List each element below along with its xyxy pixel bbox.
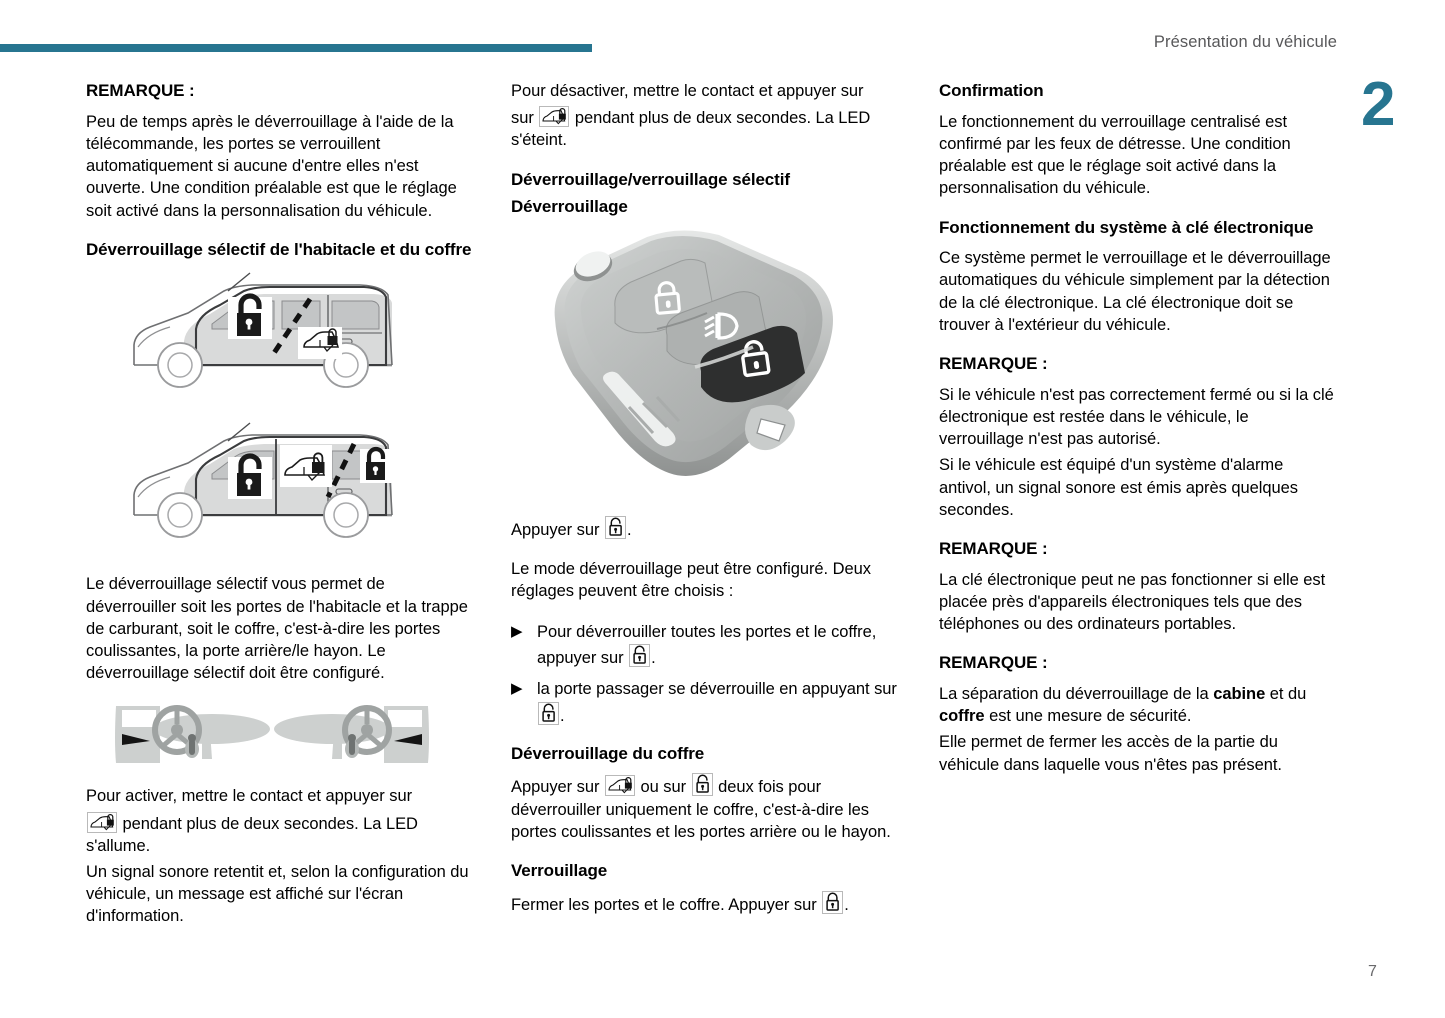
figure-vehicle-boot-unlock (124, 419, 479, 559)
boot-tail: deux fois pour déverrouiller uniquement le coffre, c'est-à-dire les portes coulissantes et les portes arrière ou le hayon. (511, 778, 891, 841)
note-3-text-2: et du (1269, 684, 1307, 703)
heading-unlock: Déverrouillage (511, 197, 628, 217)
chapter-number: 2 (1361, 70, 1395, 139)
note-3-bold-coffre: coffre (939, 707, 985, 726)
bullet-marker-icon: ▶ (511, 680, 523, 698)
lock-instruction-body (511, 891, 904, 916)
bullet-1-text: Pour déverrouiller toutes les portes et le coffre, appuyer sur (537, 622, 877, 668)
note-2-body: La clé électronique peut ne pas fonctionner si elle est placée près d'appareils électroniques tels que des téléphones ou des ordinateurs portables. (939, 570, 1326, 633)
note-3-body-b: Elle permet de fermer les accès de la partie du véhicule dans laquelle vous n'êtes pas présent. (939, 733, 1282, 774)
boot-middle: ou sur (640, 778, 687, 797)
lock-prefix: Fermer les portes et le coffre. Appuyer sur (511, 895, 817, 914)
heading-electronic-key-system: Fonctionnement du système à clé électronique (939, 217, 1314, 237)
car-boot-lock-icon (605, 775, 635, 796)
note-3-text-3: est une mesure de sécurité. (989, 707, 1192, 726)
boot-prefix: Appuyer sur (511, 778, 600, 797)
press-unlock-instruction (511, 516, 904, 541)
bullet-2-suffix: . (560, 706, 565, 725)
note-2-heading: REMARQUE : (939, 538, 1048, 558)
activate-instruction-line-3: Un signal sonore retentit et, selon la configuration du véhicule, un message est affiché sur l'écran d'information. (86, 862, 469, 926)
unlock-mode-body: Le mode déverrouillage peut être configuré. Deux réglages peuvent être choisis : (511, 560, 871, 601)
deactivate-instruction-line-1: Pour désactiver, mettre le contact et appuyer sur (511, 82, 864, 100)
note-body: Peu de temps après le déverrouillage à l'aide de la télécommande, les portes se verrouillent automatiquement si aucune d'entre elles n'est ouverte. Une condition préalable est que le réglage soit activé dans la personnalisation du véhicule. (86, 112, 457, 220)
section-heading-selective-unlock: Déverrouillage sélectif de l'habitacle et du coffre (86, 239, 472, 259)
lock-icon (822, 891, 843, 914)
note-3-body-a (939, 683, 1337, 727)
bullet-1-suffix: . (651, 649, 656, 668)
boot-unlock-body (511, 773, 904, 843)
lock-suffix: . (844, 895, 849, 914)
page-header-title: Présentation du véhicule (1153, 33, 1337, 51)
note-heading: REMARQUE : (86, 81, 195, 100)
unlock-icon (692, 773, 713, 796)
unlock-icon (538, 702, 559, 725)
column-left (86, 80, 479, 945)
heading-boot-unlock: Déverrouillage du coffre (511, 743, 705, 763)
column-middle (511, 80, 904, 933)
heading-lock: Verrouillage (511, 860, 608, 880)
confirmation-body: Le fonctionnement du verrouillage centralisé est confirmé par les feux de détresse. Une condition préalable est que le réglage soit activé dans la personnalisation du véhicule. (939, 112, 1291, 198)
column-right (939, 80, 1337, 793)
note-1-body-b: Si le véhicule est équipé d'un système d'alarme antivol, un signal sonore est émis après quelques secondes. (939, 456, 1298, 519)
heading-confirmation: Confirmation (939, 81, 1044, 100)
unlock-icon (629, 644, 650, 667)
bullet-item-passenger-door (511, 677, 904, 729)
bullet-marker-icon: ▶ (511, 622, 523, 640)
activate-instruction-line-2 (86, 812, 479, 857)
open-padlock-icon (228, 456, 272, 499)
note-1-body-a: Si le véhicule n'est pas correctement fermé ou si la clé électronique est restée dans le véhicule, le verrouillage n'est pas autorisé. (939, 385, 1334, 449)
note-3-heading: REMARQUE : (939, 653, 1048, 673)
note-1-heading: REMARQUE : (939, 354, 1048, 373)
selective-unlock-body: Le déverrouillage sélectif vous permet de déverrouiller soit les portes de l'habitacle et la trappe de carburant, soit le coffre, c'est-à-dire les portes coulissantes, la porte arrière/le hayon. Le déverrouillage sélectif doit être configuré. (86, 575, 468, 683)
figure-key-fob (529, 227, 904, 502)
open-padlock-icon (360, 449, 394, 483)
unlock-icon (605, 516, 626, 539)
heading-selective-unlock-lock: Déverrouillage/verrouillage sélectif (511, 169, 790, 189)
deactivate-instruction-line-2 (511, 106, 904, 151)
figure-vehicle-cabin-unlock (124, 269, 479, 409)
bullet-item-all-doors (511, 620, 904, 672)
activate-instruction-line-1: Pour activer, mettre le contact et appuyer sur (86, 787, 413, 806)
car-boot-lock-icon (539, 106, 569, 127)
car-boot-lock-icon (87, 812, 117, 833)
car-boot-lock-icon (280, 445, 332, 487)
activate-instruction-tail: pendant plus de deux secondes. La LED s'allume. (86, 814, 418, 855)
figure-doors-dashboard (102, 701, 479, 769)
header-accent-rule (0, 44, 592, 52)
note-3-bold-cabine: cabine (1213, 684, 1266, 703)
press-unlock-suffix: . (626, 521, 632, 540)
electronic-key-body: Ce système permet le verrouillage et le déverrouillage automatiques du véhicule simplement par la détection de la clé électronique. La clé électronique doit se trouver à l'extérieur du véhicule. (939, 249, 1331, 334)
page-number: 7 (1368, 963, 1377, 980)
deactivate-instruction-tail: pendant plus de deux secondes. La LED s'éteint. (511, 109, 871, 150)
open-padlock-icon (228, 296, 272, 339)
deactivate-prefix: sur (511, 109, 534, 128)
press-unlock-prefix: Appuyer sur (511, 521, 600, 540)
note-3-text-1: La séparation du déverrouillage de la (939, 684, 1209, 703)
bullet-2-text: la porte passager se déverrouille en appuyant sur (537, 680, 897, 699)
car-boot-lock-icon (298, 327, 342, 359)
